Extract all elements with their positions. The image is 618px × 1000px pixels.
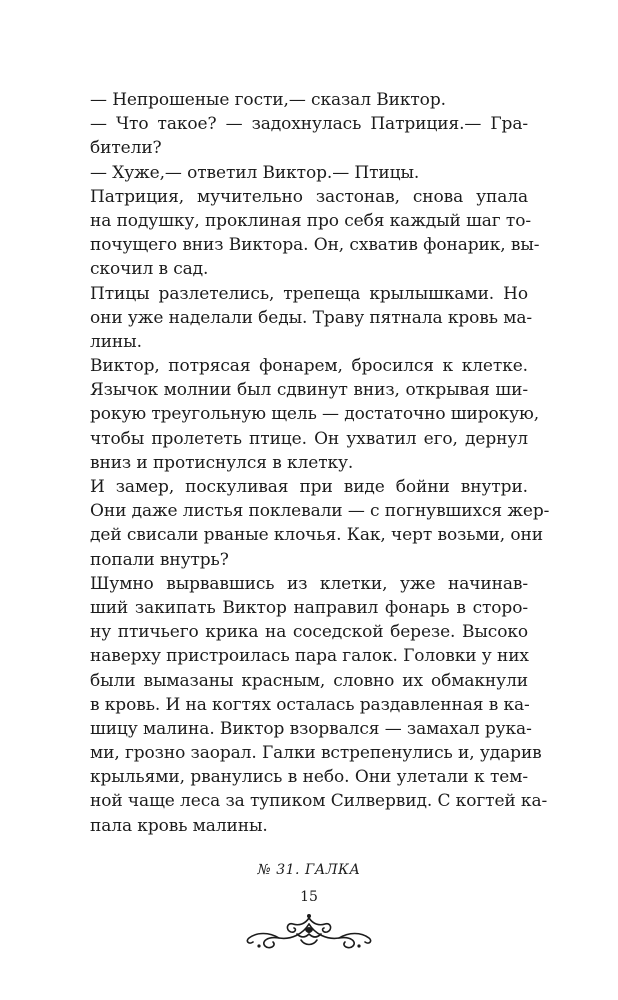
decorative-flourish-icon [239, 910, 379, 952]
paragraph [90, 185, 540, 282]
page-number: 15 [300, 889, 318, 905]
text-line: ну птичьего крика на соседской березе. Высоко [90, 622, 528, 643]
running-footer-title: № 31. ГАЛКА [257, 862, 361, 878]
text-line: рокую треугольную щель — достаточно широкую, [90, 404, 540, 425]
text-line: наверху пристроилась пара галок. Головки у них [90, 646, 529, 667]
text-line: в кровь. И на когтях осталась раздавленная в ка- [90, 694, 530, 715]
text-line: скочил в сад. [90, 259, 209, 280]
text-line: — Что такое? — задохнулась Патриция.— Гра- [90, 114, 528, 135]
paragraph [90, 572, 548, 838]
text-line: дей свисали рваные клочья. Как, черт возьми, они [90, 525, 543, 546]
text-line: были вымазаны красным, словно их обмакнули [90, 670, 528, 691]
text-line: — Хуже,— ответил Виктор.— Птицы. [90, 162, 420, 183]
text-line: они уже наделали беды. Траву пятнала кровь ма- [90, 307, 533, 328]
text-line: на подушку, проклиная про себя каждый шаг то- [90, 210, 532, 231]
text-line: крыльями, рванулись в небо. Они улетали к тем- [90, 767, 528, 788]
text-line: ной чаще леса за тупиком Силвервид. С когтей ка- [90, 791, 548, 812]
text-line: шицу малина. Виктор взорвался — замахал рука- [90, 718, 532, 739]
text-line: попали внутрь? [90, 549, 229, 570]
text-line: Шумно вырвавшись из клетки, уже начинав- [90, 573, 528, 594]
text-line: Птицы разлетелись, трепеща крылышками. Но [90, 283, 528, 304]
text-line: пала кровь малины. [90, 815, 268, 836]
text-line: почущего вниз Виктора. Он, схватив фонарик, вы- [90, 235, 540, 256]
paragraph [90, 354, 540, 475]
text-line: бители? [90, 138, 162, 159]
paragraph [90, 88, 528, 112]
paragraph [90, 475, 550, 572]
text-line: Они даже листья поклевали — с погнувшихся жер- [90, 501, 550, 522]
paragraph [90, 112, 528, 160]
text-line: вниз и протиснулся в клетку. [90, 452, 354, 473]
text-line: — Непрошеные гости,— сказал Виктор. [90, 90, 446, 110]
paragraph [90, 161, 528, 185]
text-line: лины. [90, 331, 142, 352]
text-line: Язычок молнии был сдвинут вниз, открывая ши- [90, 380, 528, 401]
body-text [90, 88, 550, 838]
paragraph [90, 282, 533, 355]
text-line: И замер, поскуливая при виде бойни внутри. [90, 477, 528, 497]
text-line: Патриция, мучительно застонав, снова упала [90, 186, 528, 207]
text-line: ший закипать Виктор направил фонарь в сторо- [90, 597, 528, 618]
text-line: чтобы пролететь птице. Он ухватил его, дернул [90, 428, 528, 449]
text-line: ми, грозно заорал. Галки встрепенулись и, ударив [90, 743, 542, 764]
text-line: Виктор, потрясая фонарем, бросился к клетке. [90, 356, 528, 377]
